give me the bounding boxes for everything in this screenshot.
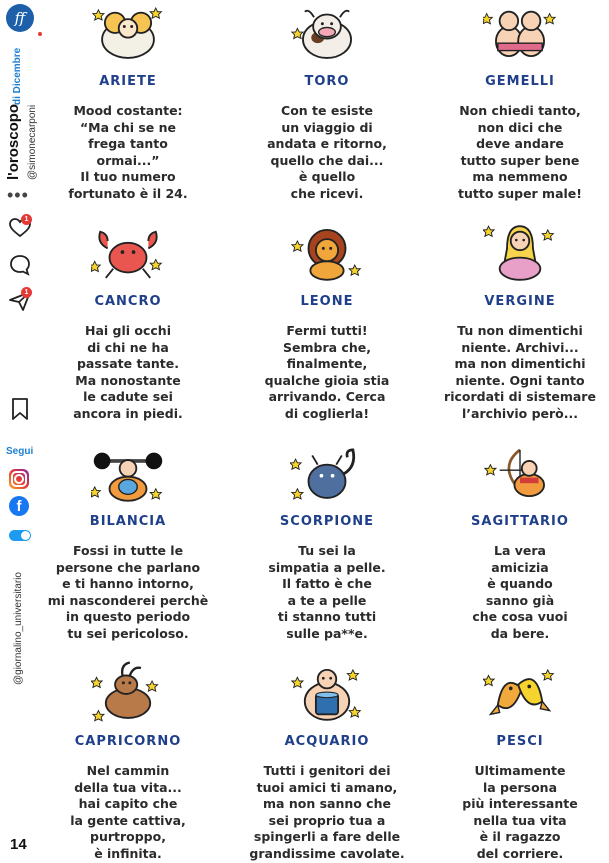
sign-horoscope: Con te esiste un viaggio di andata e ritorno, quello che dai... è quello che ricevi. (267, 103, 387, 201)
sign-horoscope: Fossi in tutte le persone che parlano e ti hanno intorno, mi nasconderei perchè in questo periodo tu sei pericoloso. (47, 543, 209, 641)
sign-horoscope: Tutti i genitori dei tuoi amici ti amano, ma non sanno che sei proprio tua a spingerli a fare delle grandissime cavolate. (249, 763, 405, 861)
sign-name: CAPRICORNO (74, 734, 182, 749)
sign-name: CANCRO (94, 294, 162, 309)
comment-icon[interactable] (8, 253, 32, 277)
sign-name: BILANCIA (89, 514, 167, 529)
sign-card-acquario (237, 660, 417, 862)
sign-horoscope: Non chiedi tanto, non dici che deve andare tutto super bene ma nemmeno tutto super male! (458, 103, 582, 201)
heart-icon[interactable] (8, 216, 32, 240)
sign-name: TORO (304, 74, 350, 89)
crab-icon (91, 220, 165, 286)
sign-card-gemelli (430, 0, 609, 202)
sign-card-sagittario (430, 440, 609, 642)
sign-horoscope: Tu sei la simpatia a pelle. Il fatto è che a te a pelle ti stanno tutti sulle pa**e. (268, 543, 386, 641)
goat-icon (91, 660, 165, 726)
facebook-letter: f (16, 498, 22, 515)
scales-icon (91, 440, 165, 506)
archer-icon (483, 440, 557, 506)
page-number: 14 (10, 836, 27, 853)
magazine-title: l'oroscopo (5, 103, 22, 180)
sign-name: PESCI (496, 734, 544, 749)
sign-horoscope: Nel cammin della tua vita... hai capito che la gente cattiva, purtroppo, è infinita. (70, 763, 186, 861)
sign-card-toro (237, 0, 417, 202)
sign-card-scorpione (237, 440, 417, 642)
likes-badge: 1 (21, 214, 32, 225)
share-icon[interactable] (8, 289, 32, 313)
sign-name: ARIETE (99, 74, 157, 89)
page-indicator (10, 856, 31, 863)
magazine-subtitle: di Dicembre (12, 47, 23, 105)
bull-icon (290, 0, 364, 66)
sign-name: SAGITTARIO (471, 514, 569, 529)
more-options-icon[interactable]: ••• (7, 185, 29, 205)
instagram-icon[interactable] (9, 469, 29, 489)
fish-icon (483, 660, 557, 726)
sign-horoscope: La vera amicizia è quando sanno già che cosa vuoi da bere. (472, 543, 568, 641)
bookmark-icon[interactable] (8, 397, 32, 421)
sign-card-capricorno (38, 660, 218, 862)
publisher-handle[interactable]: @giornalino_universitario (13, 572, 24, 685)
sign-card-ariete (38, 0, 218, 202)
sign-name: GEMELLI (485, 74, 555, 89)
virgin-icon (483, 220, 557, 286)
shares-badge: 1 (21, 287, 32, 298)
sign-name: VERGINE (484, 294, 556, 309)
sign-card-cancro (38, 220, 218, 422)
water-bearer-icon (290, 660, 364, 726)
logo-text: ff (14, 9, 26, 27)
follow-toggle[interactable] (9, 530, 31, 541)
sign-horoscope: Mood costante: “Ma chi se ne frega tanto ormai...” Il tuo numero fortunato è il 24. (68, 103, 188, 201)
follow-label: Segui (6, 446, 34, 457)
sign-name: SCORPIONE (279, 514, 375, 529)
sign-horoscope: Ultimamente la persona più interessante nella tua vita è il ragazzo del corriere. (462, 763, 578, 861)
sign-horoscope: Fermi tutti! Sembra che, finalmente, qualche gioia stia arrivando. Cerca di coglierla! (264, 323, 390, 421)
twins-icon (483, 0, 557, 66)
facebook-icon[interactable] (9, 496, 29, 516)
sign-horoscope: Hai gli occhi di chi ne ha passate tante. Ma nonostante le cadute sei ancora in piedi. (73, 323, 183, 421)
sidebar (0, 0, 40, 863)
author-handle[interactable]: @simonecarponi (27, 104, 38, 180)
sign-name: LEONE (300, 294, 354, 309)
sign-card-vergine (430, 220, 609, 422)
sign-card-pesci (430, 660, 609, 862)
sign-name: ACQUARIO (284, 734, 370, 749)
sign-card-leone (237, 220, 417, 422)
ram-icon (91, 0, 165, 66)
lion-icon (290, 220, 364, 286)
scorpion-icon (290, 440, 364, 506)
sign-horoscope: Tu non dimentichi niente. Archivi... ma non dimentichi niente. Ogni tanto ricordati di sistemare l’archivio però... (444, 323, 596, 421)
logo[interactable] (6, 4, 34, 32)
sign-card-bilancia (38, 440, 218, 642)
